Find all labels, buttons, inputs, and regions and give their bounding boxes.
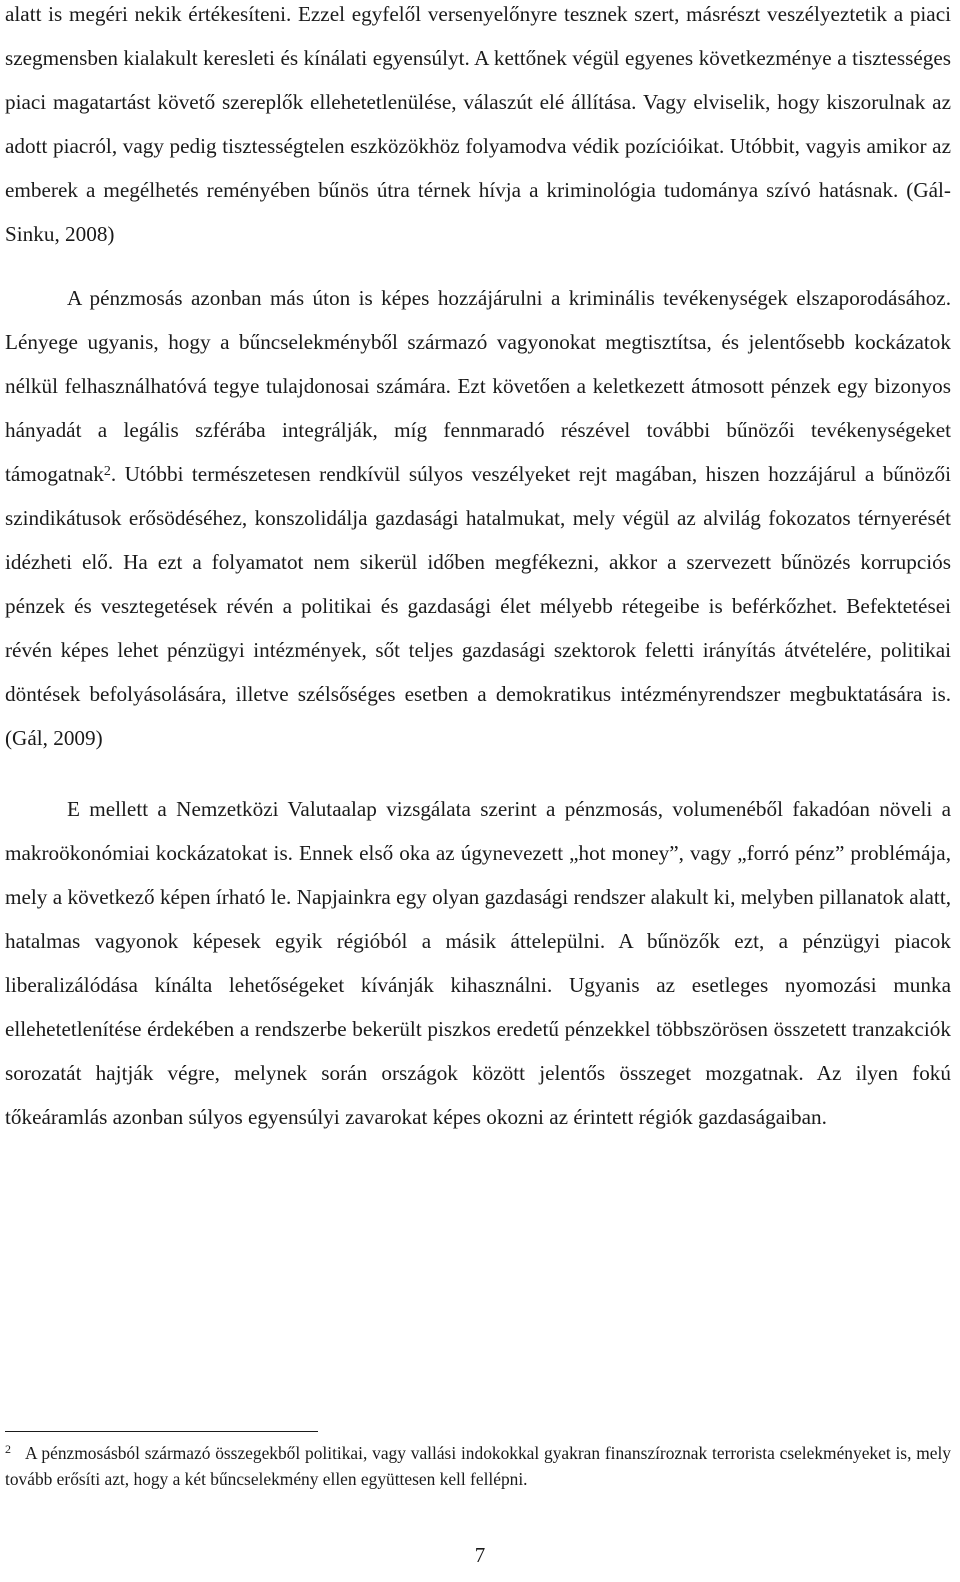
paragraph-2-text-part-1: A pénzmosás azonban más úton is képes hozzájárulni a kriminális tevékenységek elszaporodásához. Lényege ugyanis, hogy a bűncselekményből származó vagyonokat megtisztítsa, és jelentősebb kockázatok nélkül felhasználhatóvá tegye tulajdonosai számára. Ezt követően a keletkezett átmosott pénzek egy bizonyos hányadát a legális szférába integrálják, míg fennmaradó részével további bűnözői tevékenységeket támogatnak [5, 286, 951, 486]
footnote-text: A pénzmosásból származó összegekből politikai, vagy vallási indokokkal gyakran finanszíroznak terrorista cselekményeket is, mely tovább erősíti azt, hogy a két bűncselekmény ellen együttesen kell fellépni. [5, 1443, 951, 1489]
paragraph-3 [5, 787, 951, 1139]
paragraph-1 [5, 0, 951, 256]
document-page [5, 0, 951, 1139]
paragraph-2 [5, 276, 951, 760]
paragraph-3-text: E mellett a Nemzetközi Valutaalap vizsgálata szerint a pénzmosás, volumenéből fakadóan növeli a makroökonómiai kockázatokat is. Ennek első oka az úgynevezett „hot money”, vagy „forró pénz” problémája, mely a következő képen írható le. Napjainkra egy olyan gazdasági rendszer alakult ki, melyben pillanatok alatt, hatalmas vagyonok képesek egyik régióból a másik áttelepülni. A bűnözők ezt, a pénzügyi piacok liberalizálódása kínálta lehetőségeket kívánják kihasználni. Ugyanis az esetleges nyomozási munka ellehetetlenítése érdekében a rendszerbe bekerült piszkos eredetű pénzekkel többszörösen összetett tranzakciók sorozatát hajtják végre, melynek során országok között jelentős összeget mozgatnak. Az ilyen fokú tőkeáramlás azonban súlyos egyensúlyi zavarokat képes okozni az érintett régiók gazdaságaiban. [5, 797, 951, 1129]
paragraph-1-text: alatt is megéri nekik értékesíteni. Ezzel egyfelől versenyelőnyre tesznek szert, másrészt veszélyeztetik a piaci szegmensben kialakult keresleti és kínálati egyensúlyt. A kettőnek végül egyenes következménye a tisztességes piaci magatartást követő szereplők ellehetetlenülése, válaszút elé állítása. Vagy elviselik, hogy kiszorulnak az adott piacról, vagy pedig tisztességtelen eszközökhöz folyamodva védik pozícióikat. Utóbbit, vagyis amikor az emberek a megélhetés reményében bűnös útra térnek hívja a kriminológia tudománya szívó hatásnak. (Gál-Sinku, 2008) [5, 2, 951, 246]
footnote-separator [5, 1431, 318, 1432]
paragraph-2-text-part-2: . Utóbbi természetesen rendkívül súlyos veszélyeket rejt magában, hiszen hozzájárul a bűnözői szindikátusok erősödéséhez, konszolidálja gazdasági hatalmukat, mely végül az alvilág fokozatos térnyerését idézheti elő. Ha ezt a folyamatot nem sikerül időben megfékezni, akkor a szervezett bűnözés korrupciós pénzek és vesztegetések révén a politikai és gazdasági élet mélyebb rétegeibe is beférkőzhet. Befektetései révén képes lehet pénzügyi intézmények, sőt teljes gazdasági szektorok feletti irányítás átvételére, politikai döntések befolyásolására, illetve szélsőséges esetben a demokratikus intézményrendszer megbuktatására is. (Gál, 2009) [5, 462, 951, 750]
page-number: 7 [474, 1543, 486, 1567]
footnote-reference[interactable]: 2 [103, 464, 111, 479]
footnote-marker: 2 [5, 1442, 11, 1456]
footnote [5, 1440, 951, 1492]
